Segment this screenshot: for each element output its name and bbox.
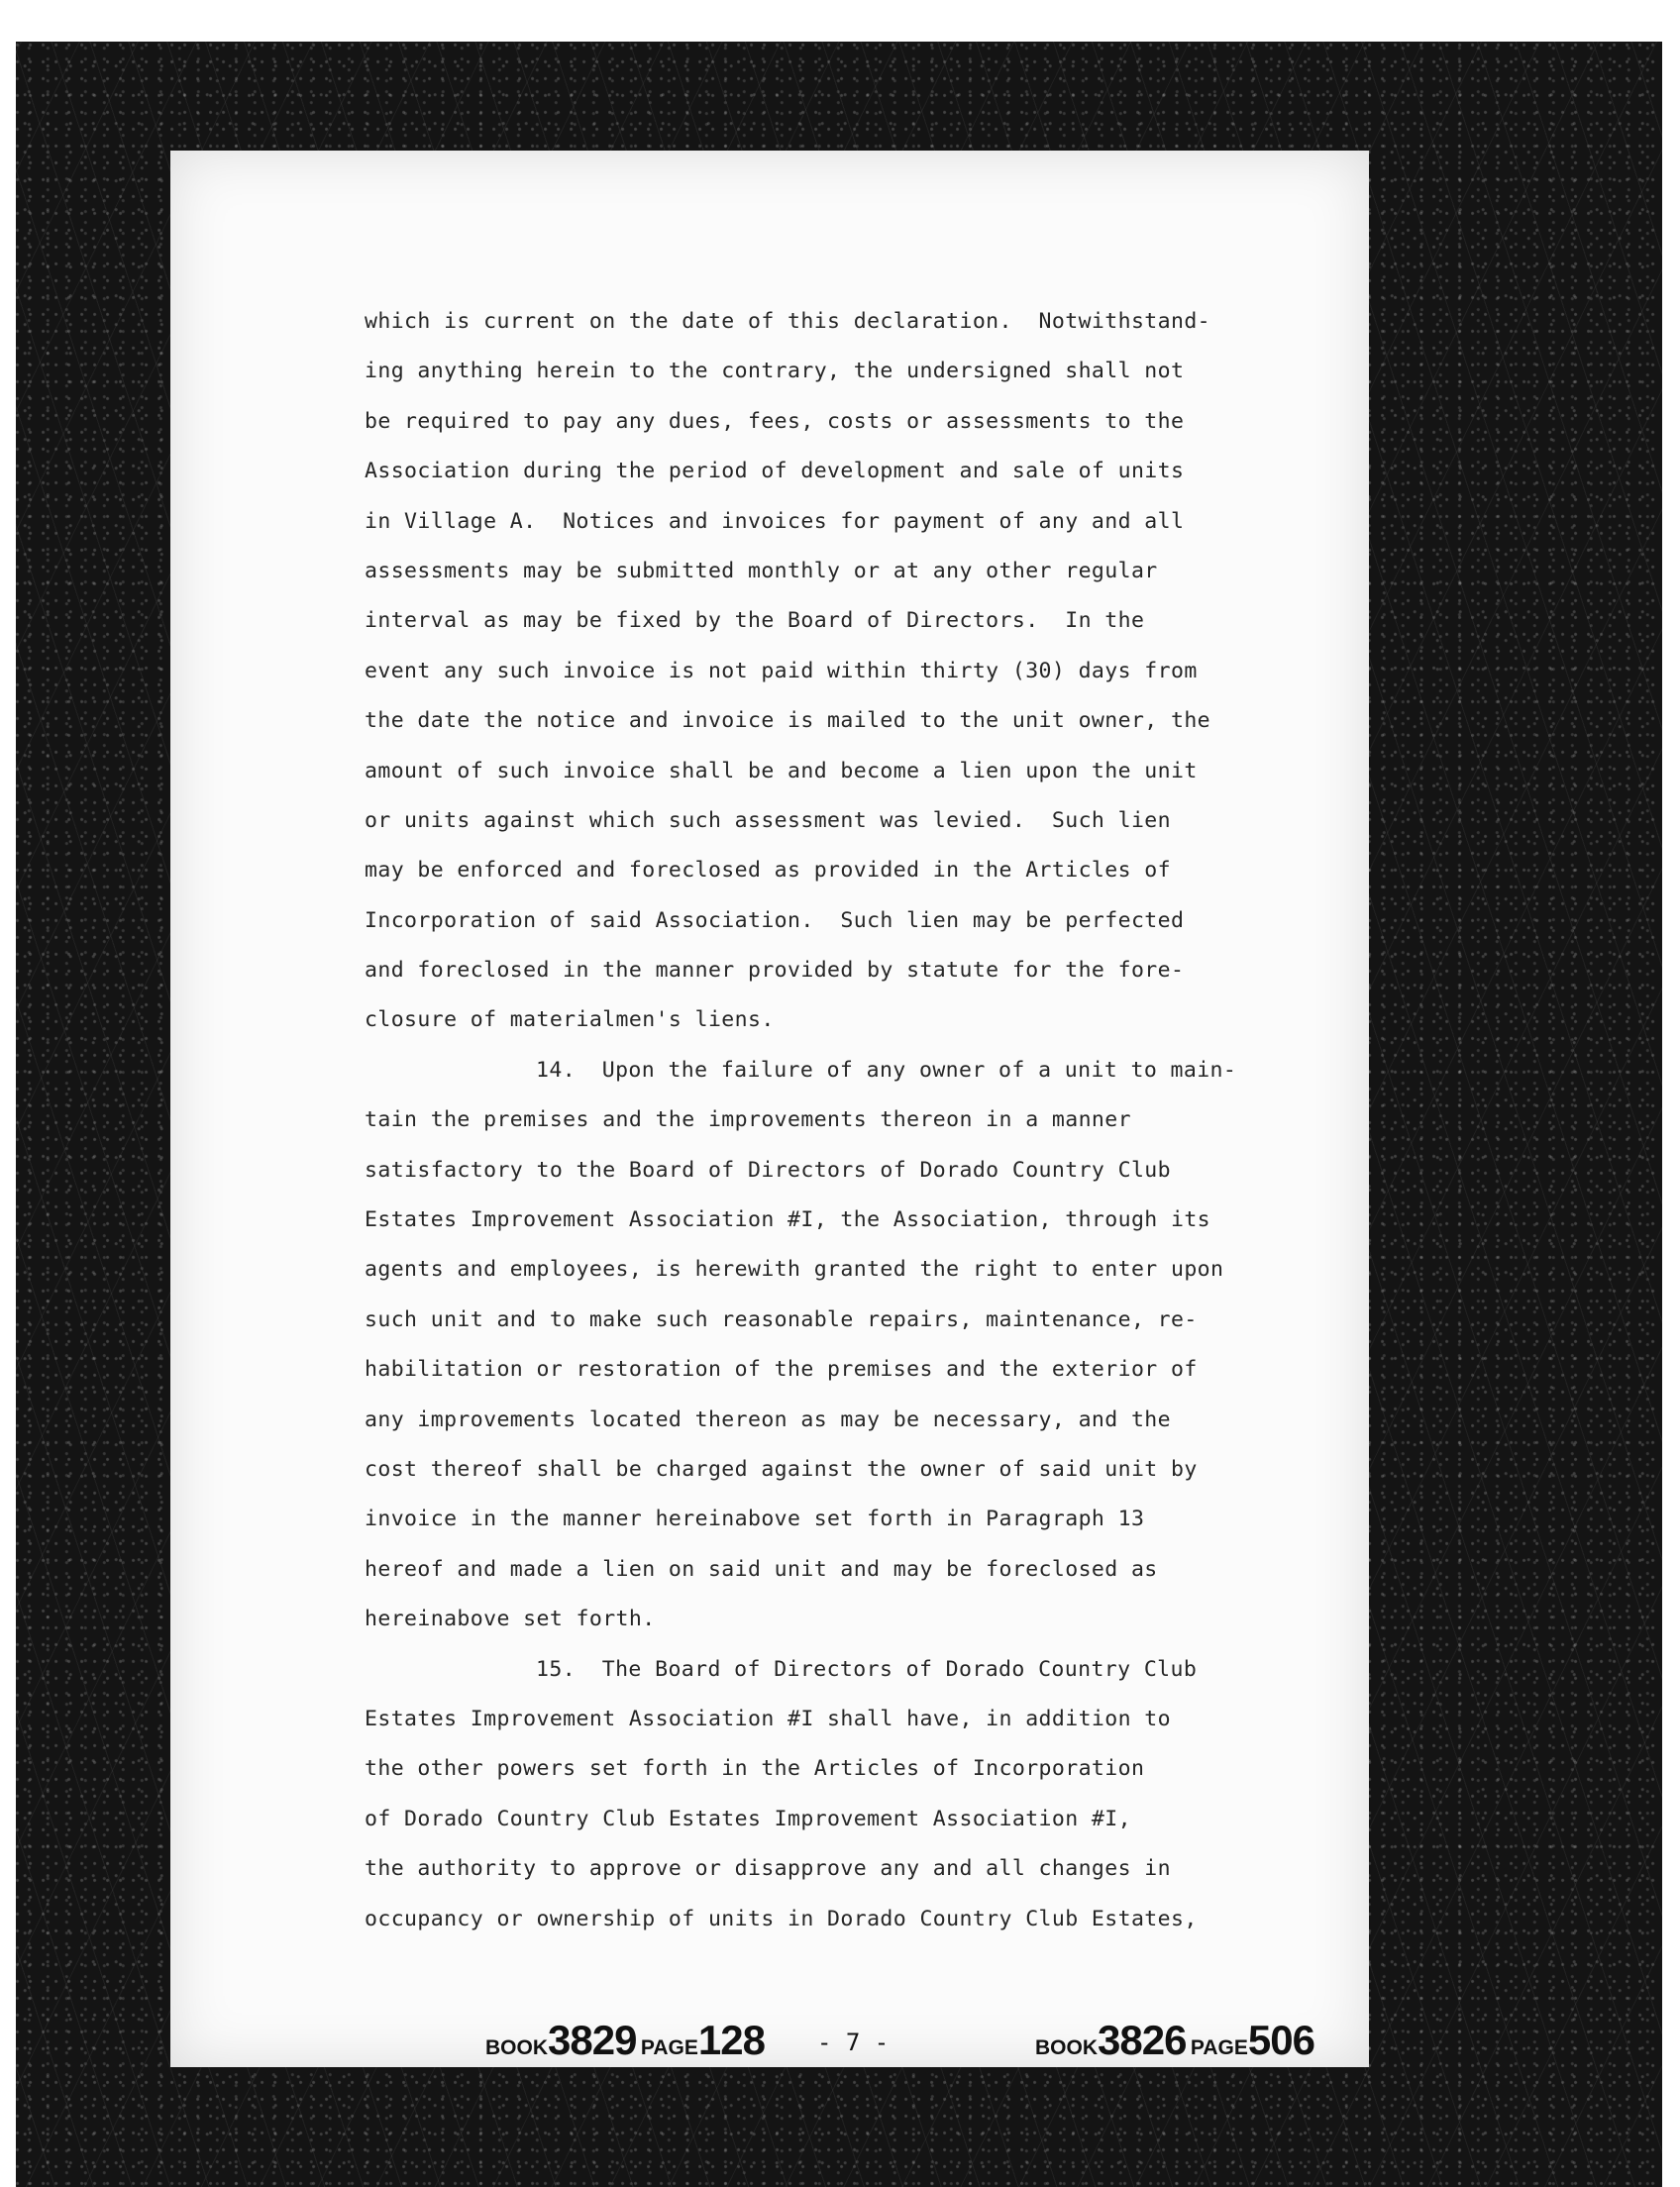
text-line: Incorporation of said Association. Such lien may be perfected: [365, 907, 1185, 933]
paragraph-14-start: 14. Upon the failure of any owner of a unit to main-: [536, 1057, 1237, 1083]
text-line: cost thereof shall be charged against the owner of said unit by: [365, 1456, 1198, 1482]
text-line: assessments may be submitted monthly or at any other regular: [365, 558, 1158, 583]
paragraph-15-start: 15. The Board of Directors of Dorado Country Club: [536, 1656, 1198, 1682]
book-number: 3829: [548, 2017, 637, 2063]
text-line: in Village A. Notices and invoices for payment of any and all: [365, 508, 1185, 534]
text-line: any improvements located thereon as may be necessary, and the: [365, 1406, 1171, 1432]
book-number: 3826: [1098, 2017, 1187, 2063]
text-line: the date the notice and invoice is mailed to the unit owner, the: [365, 708, 1211, 734]
page-label: PAGE: [640, 2036, 698, 2059]
document-body: [365, 297, 1365, 1944]
text-line: satisfactory to the Board of Directors of Dorado Country Club: [365, 1157, 1171, 1183]
text-line: invoice in the manner hereinabove set forth in Paragraph 13: [365, 1507, 1145, 1532]
book-page-stamp-right: [1035, 2017, 1314, 2064]
text-line: of Dorado Country Club Estates Improvement Association #I,: [365, 1806, 1131, 1831]
book-label: BOOK: [485, 2036, 548, 2059]
page-number-stamp: 506: [1247, 2017, 1314, 2063]
text-line: Association during the period of development and sale of units: [365, 459, 1185, 484]
text-line: agents and employees, is herewith granted the right to enter upon: [365, 1257, 1224, 1283]
text-line: and foreclosed in the manner provided by statute for the fore-: [365, 958, 1185, 984]
page-number: - 7 -: [817, 2029, 890, 2056]
page-number-stamp: 128: [697, 2017, 765, 2063]
page-label: PAGE: [1190, 2036, 1248, 2059]
text-line: such unit and to make such reasonable repairs, maintenance, re-: [365, 1306, 1198, 1332]
text-line: interval as may be fixed by the Board of Directors. In the: [365, 608, 1145, 634]
book-page-stamp-left: [485, 2017, 765, 2064]
text-line: amount of such invoice shall be and become a lien upon the unit: [365, 758, 1198, 783]
text-line: which is current on the date of this declaration. Notwithstand-: [365, 309, 1211, 334]
text-line: the other powers set forth in the Articles of Incorporation: [365, 1756, 1145, 1782]
text-line: closure of materialmen's liens.: [365, 1007, 775, 1033]
text-line: be required to pay any dues, fees, costs or assessments to the: [365, 408, 1185, 434]
page-footer: [485, 2017, 1314, 2076]
text-line: hereinabove set forth.: [365, 1607, 656, 1632]
text-line: habilitation or restoration of the premises and the exterior of: [365, 1357, 1198, 1383]
text-line: the authority to approve or disapprove any and all changes in: [365, 1856, 1171, 1882]
book-label: BOOK: [1035, 2036, 1098, 2059]
text-line: ing anything herein to the contrary, the undersigned shall not: [365, 359, 1185, 384]
text-line: Estates Improvement Association #I, the Association, through its: [365, 1207, 1211, 1233]
text-line: tain the premises and the improvements thereon in a manner: [365, 1107, 1131, 1133]
text-line: hereof and made a lien on said unit and may be foreclosed as: [365, 1556, 1158, 1582]
text-line: event any such invoice is not paid within thirty (30) days from: [365, 658, 1198, 683]
text-line: or units against which such assessment was levied. Such lien: [365, 807, 1171, 833]
text-line: Estates Improvement Association #I shall have, in addition to: [365, 1706, 1171, 1731]
text-line: may be enforced and foreclosed as provided in the Articles of: [365, 858, 1171, 884]
text-line: occupancy or ownership of units in Dorado Country Club Estates,: [365, 1906, 1198, 1931]
